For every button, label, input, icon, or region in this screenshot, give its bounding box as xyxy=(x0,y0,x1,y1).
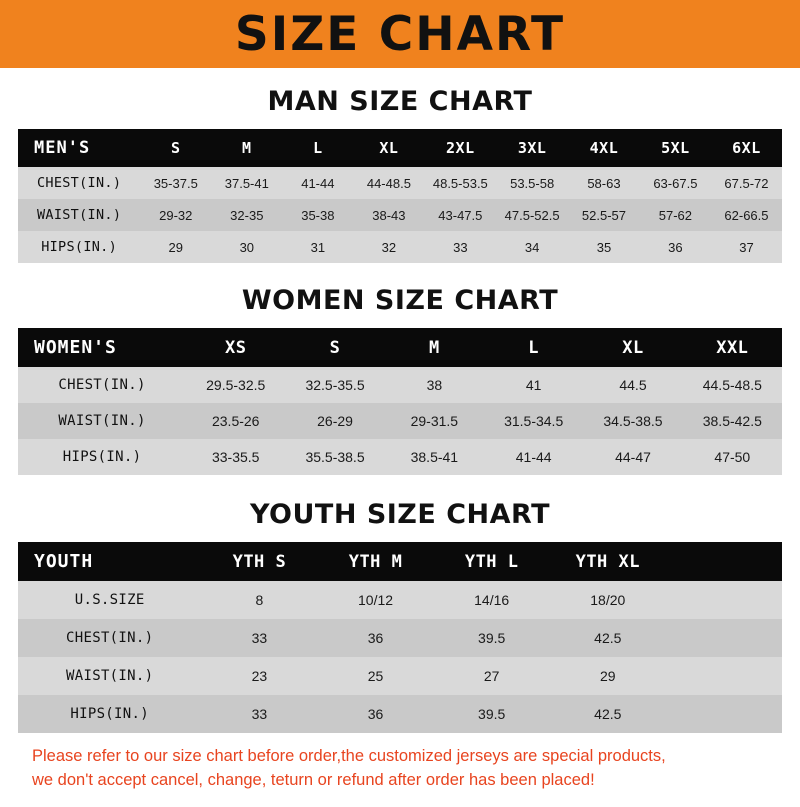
table-row xyxy=(18,367,782,403)
table-row xyxy=(18,199,782,231)
man-cell: 35-37.5 xyxy=(153,175,198,191)
women-row-label: WAIST(IN.) xyxy=(58,413,146,429)
youth-size-table xyxy=(18,542,782,733)
women-cell: 29.5-32.5 xyxy=(206,377,266,393)
man-cell: 53.5-58 xyxy=(510,175,555,191)
man-header-cell: 5XL xyxy=(661,139,690,157)
man-cell: 57-62 xyxy=(658,207,692,223)
man-cell: 43-47.5 xyxy=(438,207,483,223)
youth-cell: 36 xyxy=(367,630,384,646)
women-header-cell: S xyxy=(329,337,341,358)
man-cell: 62-66.5 xyxy=(724,207,769,223)
women-section-title: WOMEN SIZE CHART xyxy=(241,285,559,316)
women-cell: 32.5-35.5 xyxy=(305,377,365,393)
table-row xyxy=(18,657,782,695)
man-cell: 37.5-41 xyxy=(224,175,269,191)
man-size-table xyxy=(18,129,782,263)
man-cell: 37 xyxy=(739,239,754,255)
man-cell: 44-48.5 xyxy=(366,175,411,191)
youth-cell: 18/20 xyxy=(590,592,626,608)
man-header-cell: MEN'S xyxy=(34,138,91,158)
youth-cell-empty xyxy=(666,581,782,619)
man-header-cell: 4XL xyxy=(589,139,619,157)
table-row xyxy=(18,695,782,733)
youth-header-cell: YTH XL xyxy=(575,551,640,572)
man-cell: 32 xyxy=(381,239,397,255)
youth-row-label: HIPS(IN.) xyxy=(70,706,149,722)
youth-cell-empty xyxy=(666,619,782,657)
page-content xyxy=(0,68,800,807)
women-cell: 47-50 xyxy=(714,449,751,465)
women-header-cell: XS xyxy=(224,337,247,358)
page-title: SIZE CHART xyxy=(234,6,566,62)
women-cell: 41 xyxy=(525,377,542,393)
women-header-cell: L xyxy=(528,337,540,358)
order-policy-line-1: Please refer to our size chart before order,the customized jerseys are special products, xyxy=(32,747,666,765)
women-cell: 38 xyxy=(426,377,443,393)
man-section-title: MAN SIZE CHART xyxy=(267,86,533,117)
man-cell: 35 xyxy=(596,239,612,255)
women-cell: 31.5-34.5 xyxy=(504,413,564,429)
women-cell: 38.5-42.5 xyxy=(702,413,762,429)
table-row xyxy=(18,403,782,439)
youth-cell: 25 xyxy=(367,668,384,684)
youth-cell-empty xyxy=(666,695,782,733)
women-size-table xyxy=(18,328,782,475)
man-cell: 58-63 xyxy=(587,175,621,191)
women-cell: 44-47 xyxy=(615,449,651,465)
man-cell: 63-67.5 xyxy=(653,175,698,191)
youth-row-label: CHEST(IN.) xyxy=(66,630,154,646)
women-header-cell: WOMEN'S xyxy=(34,337,117,358)
man-cell: 52.5-57 xyxy=(581,207,626,223)
youth-cell: 29 xyxy=(600,668,616,684)
youth-cell-empty xyxy=(666,657,782,695)
youth-header-cell-empty xyxy=(666,542,782,581)
man-header-cell: 3XL xyxy=(517,139,547,157)
women-cell: 41-44 xyxy=(515,449,552,465)
man-header-cell: L xyxy=(313,139,323,157)
youth-header-cell: YTH S xyxy=(232,551,287,572)
youth-cell: 8 xyxy=(255,592,264,608)
youth-cell: 14/16 xyxy=(474,592,510,608)
man-row-label: HIPS(IN.) xyxy=(41,239,118,255)
man-cell: 35-38 xyxy=(301,207,335,223)
man-cell: 47.5-52.5 xyxy=(504,207,560,223)
youth-cell: 42.5 xyxy=(594,630,622,646)
women-cell: 35.5-38.5 xyxy=(305,449,365,465)
women-cell: 34.5-38.5 xyxy=(603,413,663,429)
women-row-label: CHEST(IN.) xyxy=(58,377,146,393)
women-header-cell: M xyxy=(428,337,440,358)
man-cell: 33 xyxy=(453,239,468,255)
youth-cell: 42.5 xyxy=(594,706,622,722)
man-cell: 36 xyxy=(668,239,683,255)
women-table-header-row xyxy=(18,328,782,367)
man-header-cell: 2XL xyxy=(446,139,475,157)
youth-row-label: U.S.SIZE xyxy=(74,592,145,608)
man-header-cell: 6XL xyxy=(732,139,761,157)
youth-cell: 23 xyxy=(251,668,268,684)
youth-header-cell: YTH M xyxy=(348,551,403,572)
youth-cell: 33 xyxy=(251,706,268,722)
women-cell: 44.5 xyxy=(619,377,647,393)
order-policy-note xyxy=(18,733,782,807)
youth-cell: 36 xyxy=(367,706,384,722)
page-header xyxy=(0,0,800,68)
order-policy-line-2: we don't accept cancel, change, teturn or refund after order has been placed! xyxy=(32,770,595,789)
table-row xyxy=(18,619,782,657)
man-cell: 30 xyxy=(239,239,255,255)
man-cell: 38-43 xyxy=(372,207,406,223)
man-cell: 29 xyxy=(168,239,183,255)
women-header-cell: XXL xyxy=(716,337,749,358)
youth-row-label: WAIST(IN.) xyxy=(66,668,154,684)
table-row xyxy=(18,439,782,475)
youth-section-title: YOUTH SIZE CHART xyxy=(249,499,551,530)
women-cell: 33-35.5 xyxy=(211,449,260,465)
women-header-cell: XL xyxy=(622,337,644,358)
women-cell: 23.5-26 xyxy=(211,413,260,429)
man-table-header-row xyxy=(18,129,782,167)
man-cell: 41-44 xyxy=(301,175,335,191)
man-cell: 34 xyxy=(524,239,540,255)
women-cell: 38.5-41 xyxy=(410,449,459,465)
table-row xyxy=(18,167,782,199)
man-header-cell: XL xyxy=(379,139,399,157)
youth-header-cell: YOUTH xyxy=(34,551,94,572)
man-cell: 48.5-53.5 xyxy=(432,175,488,191)
women-cell: 44.5-48.5 xyxy=(702,377,762,393)
table-row xyxy=(18,581,782,619)
women-row-label: HIPS(IN.) xyxy=(62,449,142,465)
man-cell: 32-35 xyxy=(230,207,264,223)
man-cell: 29-32 xyxy=(159,207,193,223)
man-header-cell: M xyxy=(242,139,252,157)
youth-header-cell: YTH L xyxy=(464,551,519,572)
table-row xyxy=(18,231,782,263)
youth-table-header-row xyxy=(18,542,782,581)
man-row-label: WAIST(IN.) xyxy=(36,207,122,223)
man-header-cell: S xyxy=(170,139,181,157)
women-cell: 26-29 xyxy=(317,413,353,429)
youth-cell: 39.5 xyxy=(478,706,506,722)
man-row-label: CHEST(IN.) xyxy=(36,175,122,191)
youth-cell: 33 xyxy=(251,630,268,646)
women-cell: 29-31.5 xyxy=(410,413,459,429)
youth-cell: 39.5 xyxy=(478,630,506,646)
youth-cell: 27 xyxy=(483,668,500,684)
man-cell: 31 xyxy=(310,239,326,255)
man-cell: 67.5-72 xyxy=(724,175,769,191)
youth-cell: 10/12 xyxy=(358,592,394,608)
